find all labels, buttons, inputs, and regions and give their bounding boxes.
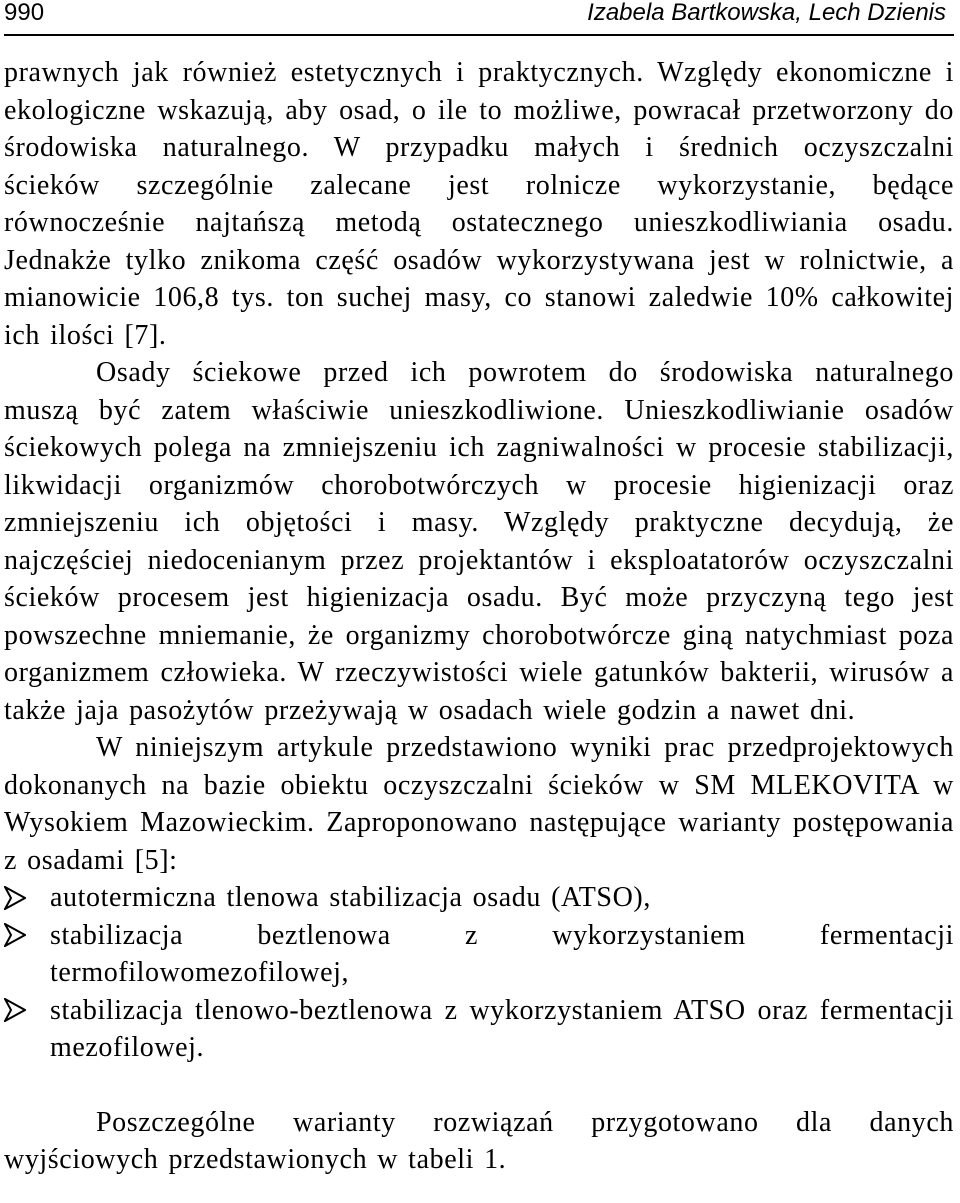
paragraph-1: prawnych jak również estetycznych i praktycznych. Względy ekonomiczne i ekologiczne wskazują, aby osad, o ile to możliwe, powracał przetworzony do środowiska naturalnego. W przypadku małych i średnich oczyszczalni ścieków szczególnie zalecane jest rolnicze wykorzystanie, będące równocześnie najtańszą metodą ostatecznego unieszkodliwiania osadu. Jednakże tylko znikoma część osadów wykorzystywana jest w rolnictwie, a mianowicie 106,8 tys. ton suchej masy, co stanowi zaledwie 10% całkowitej ich ilości [7].: [4, 57, 954, 351]
page-header: [4, 0, 954, 36]
list-item: [4, 879, 954, 917]
paragraph-final: Poszczególne warianty rozwiązań przygotowano dla danych wyjściowych przedstawionych w tabeli 1.: [4, 1106, 954, 1175]
arrowhead-bullet-icon: [4, 879, 26, 917]
list-item-text: autotermiczna tlenowa stabilizacja osadu (ATSO),: [50, 882, 651, 913]
variant-list: [4, 879, 954, 1067]
paragraph-3: W niniejszym artykule przedstawiono wyniki prac przedprojektowych dokonanych na bazie obiektu oczyszczalni ścieków w SM MLEKOVITA w Wysokiem Mazowieckim. Zaproponowano następujące warianty postępowania z osadami [5]:: [4, 732, 954, 876]
page-number: 990: [4, 0, 45, 26]
arrowhead-bullet-icon: [4, 992, 26, 1030]
list-item-text: stabilizacja tlenowo-beztlenowa z wykorzystaniem ATSO oraz fermentacji mezofilowej.: [50, 994, 954, 1063]
list-item: [4, 917, 954, 992]
list-item-text: stabilizacja beztlenowa z wykorzystaniem fermentacji termofilowomezofilowej,: [50, 919, 954, 988]
paragraph-2: Osady ściekowe przed ich powrotem do środowiska naturalnego muszą być zatem właściwie unieszkodliwione. Unieszkodliwianie osadów ściekowych polega na zmniejszeniu ich zagniwalności w procesie stabilizacji, likwidacji organizmów chorobotwórczych w procesie higienizacji oraz zmniejszeniu ich objętości i masy. Względy praktyczne decydują, że najczęściej niedocenianym przez projektantów i eksploatatorów oczyszczalni ścieków procesem jest higienizacja osadu. Być może przyczyną tego jest powszechne mniemanie, że organizmy chorobotwórcze giną natychmiast poza organizmem człowieka. W rzeczywistości wiele gatunków bakterii, wirusów a także jaja pasożytów przeżywają w osadach wiele godzin a nawet dni.: [4, 357, 954, 726]
arrowhead-bullet-icon: [4, 917, 26, 955]
article-body: [4, 54, 954, 1179]
list-item: [4, 992, 954, 1067]
running-head-authors: Izabela Bartkowska, Lech Dzienis: [587, 0, 946, 26]
